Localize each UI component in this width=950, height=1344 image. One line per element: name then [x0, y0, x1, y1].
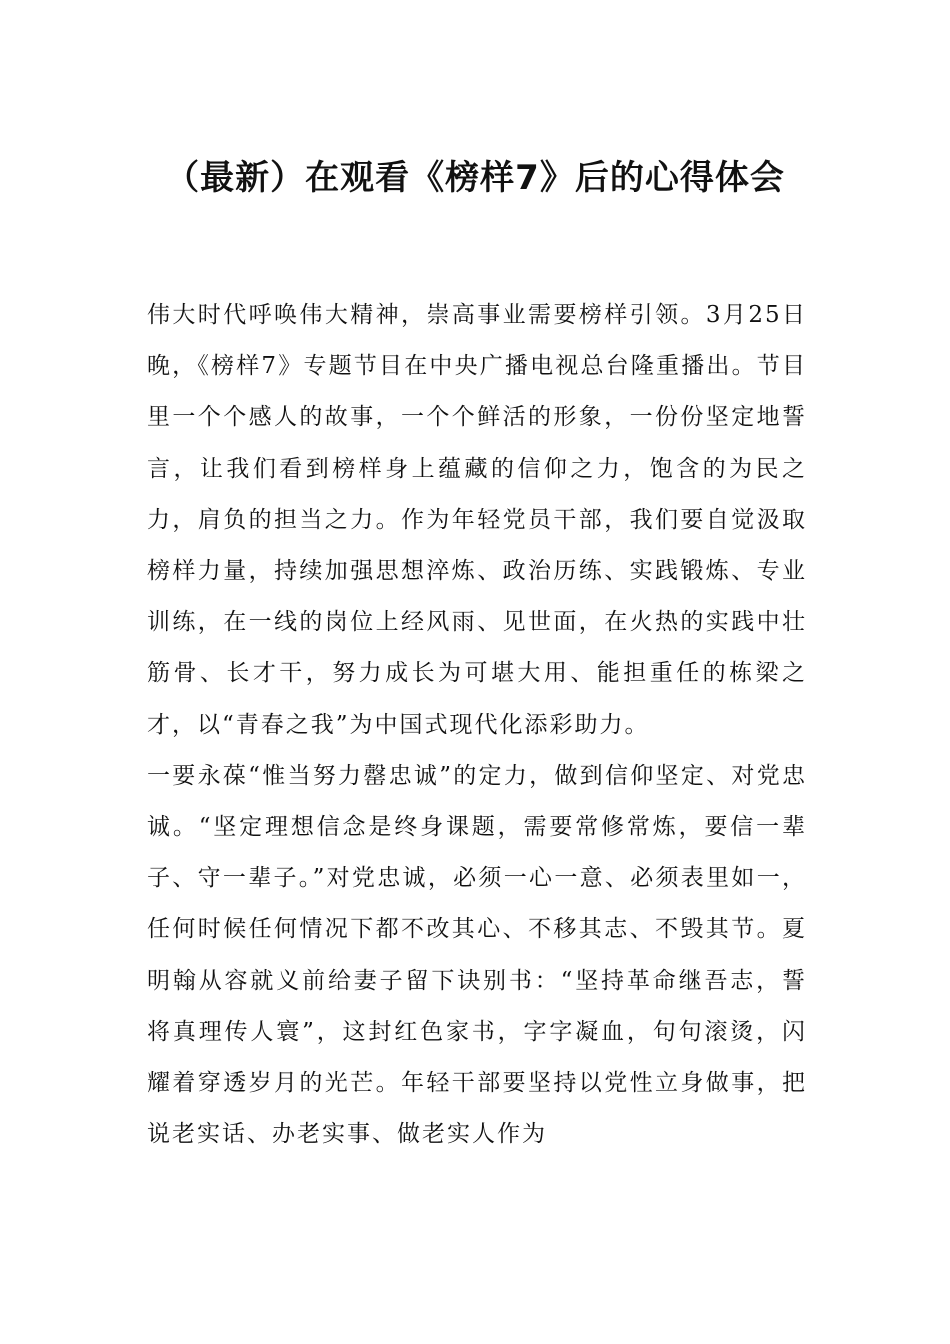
document-body	[147, 290, 807, 1160]
document-title: （最新）在观看《榜样7》后的心得体会	[165, 158, 785, 198]
paragraph-2: 一要永葆“惟当努力罄忠诚”的定力，做到信仰坚定、对党忠诚。“坚定理想信念是终身课题，需要常修常炼，要信一辈子、守一辈子。”对党忠诚，必须一心一意、必须表里如一，任何时候任何情况下都不改其心、不移其志、不毁其节。夏明翰从容就义前给妻子留下诀别书：“坚持革命继吾志，誓将真理传人寰”，这封红色家书，字字凝血，句句滚烫，闪耀着穿透岁月的光芒。年轻干部要坚持以党性立身做事，把说老实话、办老实事、做老实人作为	[147, 762, 807, 1148]
paragraph-1: 伟大时代呼唤伟大精神，崇高事业需要榜样引领。3月25日晚，《榜样7》专题节目在中央广播电视总台隆重播出。节目里一个个感人的故事，一个个鲜活的形象，一份份坚定地誓言，让我们看到榜样身上蕴藏的信仰之力，饱含的为民之力，肩负的担当之力。作为年轻党员干部，我们要自觉汲取榜样力量，持续加强思想淬炼、政治历练、实践锻炼、专业训练，在一线的岗位上经风雨、见世面，在火热的实践中壮筋骨、长才干，努力成长为可堪大用、能担重任的栋梁之才，以“青春之我”为中国式现代化添彩助力。	[147, 302, 807, 738]
